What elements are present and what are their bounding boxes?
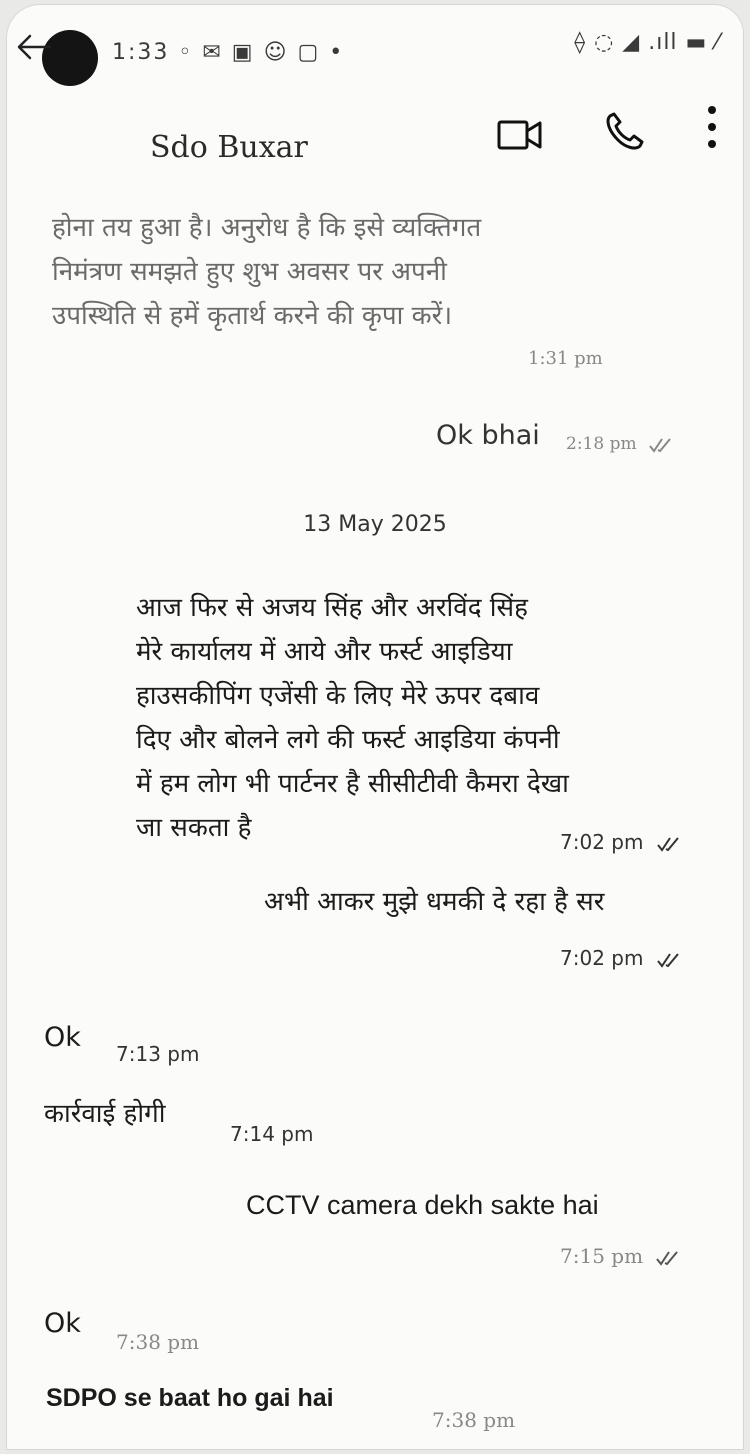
notification-icons: ◦ ✉ ▣ ☺ ▢ • [178, 40, 345, 65]
system-icons: ⟠ ◌ ◢ .ıll ▬ ⁄ [574, 30, 720, 55]
message-text: Ok [44, 1022, 81, 1053]
video-camera-icon[interactable] [496, 118, 544, 152]
read-ticks-icon [648, 437, 676, 453]
message-text: अभी आकर मुझे धमकी दे रहा है सर [264, 887, 605, 917]
message-time: 7:02 pm [560, 946, 644, 970]
message-text-line: में हम लोग भी पार्टनर है सीसीटीवी कैमरा देखा [136, 769, 569, 799]
status-time: 1:33 [112, 40, 170, 65]
more-vertical-icon[interactable] [700, 104, 724, 150]
back-arrow-icon[interactable] [14, 32, 54, 62]
read-ticks-icon [656, 952, 684, 968]
message-time: 7:13 pm [116, 1042, 200, 1066]
message-text: Ok bhai [436, 420, 540, 451]
message-text: Ok [44, 1308, 81, 1339]
message-text: SDPO se baat ho gai hai [46, 1384, 334, 1412]
message-time: 7:15 pm [560, 1244, 644, 1268]
message-text-line: आज फिर से अजय सिंह और अरविंद सिंह [136, 593, 528, 623]
date-separator: 13 May 2025 [303, 512, 447, 537]
message-time: 7:02 pm [560, 830, 644, 854]
message-text-line: उपस्थिति से हमें कृतार्थ करने की कृपा करें। [52, 301, 453, 331]
message-text-line: हाउसकीपिंग एजेंसी के लिए मेरे ऊपर दबाव [136, 681, 540, 711]
phone-icon[interactable] [602, 112, 646, 152]
message-text-line: होना तय हुआ है। अनुरोध है कि इसे व्यक्तिगत [52, 213, 482, 243]
contact-name[interactable]: Sdo Buxar [150, 130, 308, 165]
message-text-line: जा सकता है [136, 813, 252, 843]
message-time: 7:38 pm [116, 1330, 200, 1354]
message-time: 7:14 pm [230, 1122, 314, 1146]
message-time: 1:31 pm [528, 348, 603, 369]
message-time: 7:38 pm [432, 1408, 516, 1432]
message-time: 2:18 pm [566, 434, 637, 454]
status-bar [0, 0, 750, 100]
message-text-line: दिए और बोलने लगे की फर्स्ट आइडिया कंपनी [136, 725, 560, 755]
message-text: CCTV camera dekh sakte hai [246, 1190, 599, 1220]
message-text-line: निमंत्रण समझते हुए शुभ अवसर पर अपनी [52, 257, 447, 287]
message-text: कार्रवाई होगी [44, 1099, 166, 1129]
read-ticks-icon [656, 836, 684, 852]
message-text-line: मेरे कार्यालय में आये और फर्स्ट आइडिया [136, 637, 513, 667]
read-ticks-icon [655, 1250, 683, 1266]
